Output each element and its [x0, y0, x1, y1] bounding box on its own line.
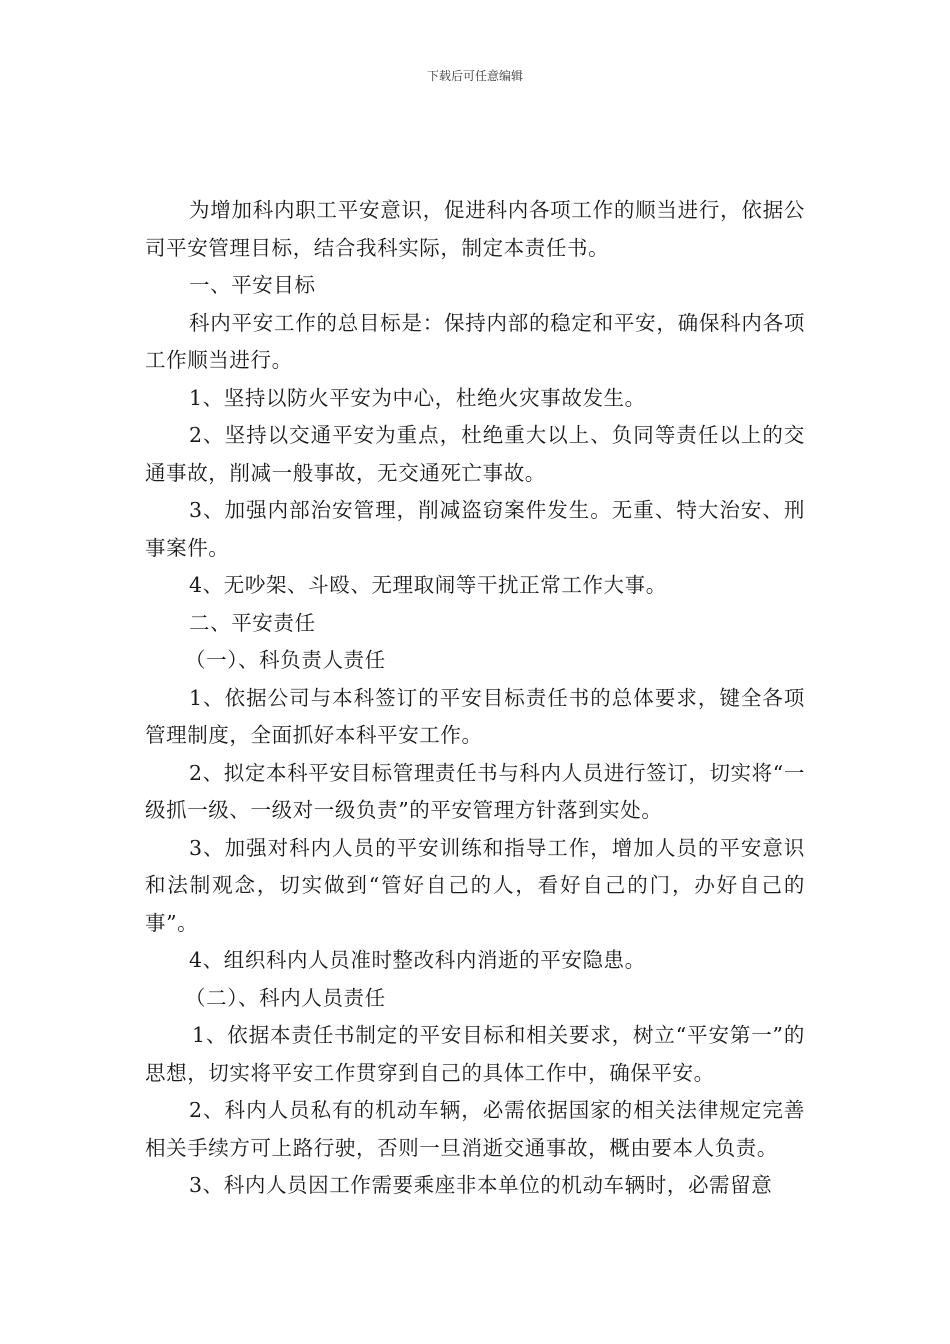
- leader-item-3: 3、加强对科内人员的平安训练和指导工作，增加人员的平安意识和法制观念，切实做到“管好自己的人，看好自己的门，办好自己的事”。: [145, 835, 805, 935]
- subsection-heading-staff: （二）、科内人员责任: [185, 985, 386, 1010]
- leader-item-1: 1、依据公司与本科签订的平安目标责任书的总体要求，键全各项管理制度，全面抓好本科平安工作。: [145, 685, 805, 747]
- intro-paragraph: 为增加科内职工平安意识，促进科内各项工作的顺当进行，依据公司平安管理目标，结合我科实际，制定本责任书。: [145, 198, 805, 260]
- goal-item-3: 3、加强内部治安管理，削减盗窃案件发生。无重、特大治安、刑事案件。: [145, 498, 805, 560]
- paragraph-overall-goal: 科内平安工作的总目标是：保持内部的稳定和平安，确保科内各项工作顺当进行。: [145, 310, 805, 372]
- section-heading-safety-responsibility: 二、平安责任: [189, 610, 316, 635]
- staff-item-3: 3、科内人员因工作需要乘座非本单位的机动车辆时，必需留意: [189, 1173, 773, 1197]
- leader-item-4: 4、组织科内人员准时整改科内消逝的平安隐患。: [189, 948, 646, 972]
- leader-item-2: 2、拟定本科平安目标管理责任书与科内人员进行签订，切实将“一级抓一级、一级对一级负责”的平安管理方针落到实处。: [145, 760, 805, 822]
- page-header-note: 下载后可任意编辑: [426, 69, 523, 83]
- staff-item-2: 2、科内人员私有的机动车辆，必需依据国家的相关法律规定完善相关手续方可上路行驶，否则一旦消逝交通事故，概由要本人负责。: [145, 1098, 805, 1160]
- section-heading-safety-goals: 一、平安目标: [189, 273, 316, 297]
- subsection-heading-leader: （一）、科负责人责任: [185, 648, 386, 672]
- goal-item-4: 4、无吵架、斗殴、无理取闹等干扰正常工作大事。: [189, 573, 667, 597]
- document-body: [145, 192, 805, 1205]
- goal-item-1: 1、坚持以防火平安为中心，杜绝火灾事故发生。: [189, 385, 646, 410]
- goal-item-2: 2、坚持以交通平安为重点，杜绝重大以上、负同等责任以上的交通事故，削减一般事故，无交通死亡事故。: [145, 423, 805, 485]
- staff-item-1: 1、依据本责任书制定的平安目标和相关要求，树立“平安第一”的思想，切实将平安工作贯穿到自己的具体工作中，确保平安。: [145, 1023, 805, 1085]
